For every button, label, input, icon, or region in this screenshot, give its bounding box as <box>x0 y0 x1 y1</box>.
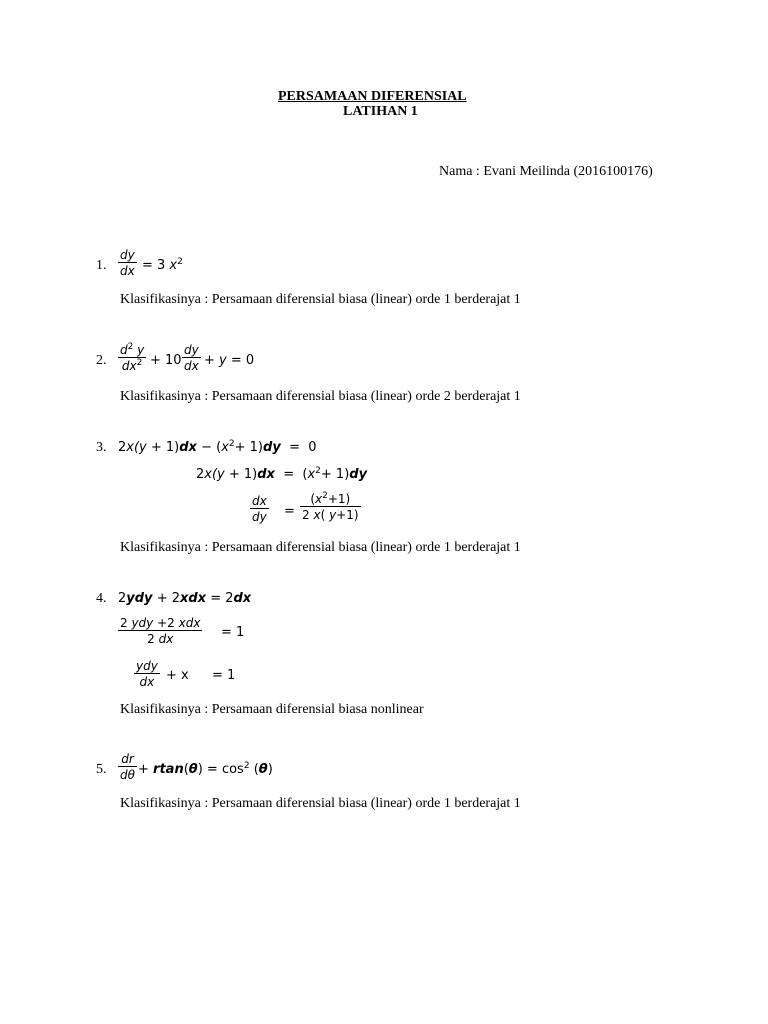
document-subtitle: LATIHAN 1 <box>343 104 418 119</box>
fraction: $\frac{dx}{dy}$ <box>252 494 267 524</box>
fraction: $\frac{(x^2+1)}{2 x( y+1)}$ <box>302 491 359 522</box>
fraction: $\frac{dr}{d\theta}$ <box>120 752 135 782</box>
equation-part: + y = 0 <box>204 353 255 368</box>
equation-part: + $rtan(\theta) = \cos^2 (\theta)$ <box>138 761 273 777</box>
fraction: 2 ydy +2 xdx 2 dx <box>120 616 201 646</box>
fraction: $\frac{dy}{dx}$ <box>120 248 135 278</box>
problem-3-step-1: $2x(y + 1)dx = (x^2+ 1)dy$ <box>196 466 368 482</box>
equation-rhs: = 1 <box>212 668 236 683</box>
equation-part: + 10 <box>150 353 182 368</box>
problem-number: 4. <box>96 591 107 606</box>
fraction: $\frac{dy}{dx}$ <box>184 343 199 373</box>
classification-text: Klasifikasinya : Persamaan diferensial biasa (linear) orde 1 berderajat 1 <box>120 292 521 307</box>
equation-rhs: = 1 <box>221 625 245 640</box>
problem-4-equation: 2ydy + 2xdx = 2dx <box>118 591 252 606</box>
classification-text: Klasifikasinya : Persamaan diferensial biasa (linear) orde 1 berderajat 1 <box>120 796 521 811</box>
classification-text: Klasifikasinya : Persamaan diferensial biasa (linear) orde 1 berderajat 1 <box>120 540 521 555</box>
problem-number: 3. <box>96 440 107 455</box>
author-name: Nama : Evani Meilinda (2016100176) <box>439 164 653 179</box>
problem-3-equation: $2x(y + 1)dx - (x^2+ 1)dy = 0$ <box>118 439 317 455</box>
problem-number: 2. <box>96 353 107 368</box>
problem-number: 5. <box>96 762 107 777</box>
problem-number: 1. <box>96 258 107 273</box>
fraction: ydy dx <box>136 659 158 689</box>
equals-sign: = <box>284 504 295 519</box>
classification-text: Klasifikasinya : Persamaan diferensial biasa nonlinear <box>120 702 424 717</box>
fraction: $\frac{d^2 y}{dx^2}$ <box>120 342 145 373</box>
classification-text: Klasifikasinya : Persamaan diferensial biasa (linear) orde 2 berderajat 1 <box>120 389 521 404</box>
equation-part: + x <box>166 668 189 683</box>
document-title: PERSAMAAN DIFERENSIAL <box>278 89 467 104</box>
equation-rhs: = 3 $x^2$ <box>142 257 183 273</box>
